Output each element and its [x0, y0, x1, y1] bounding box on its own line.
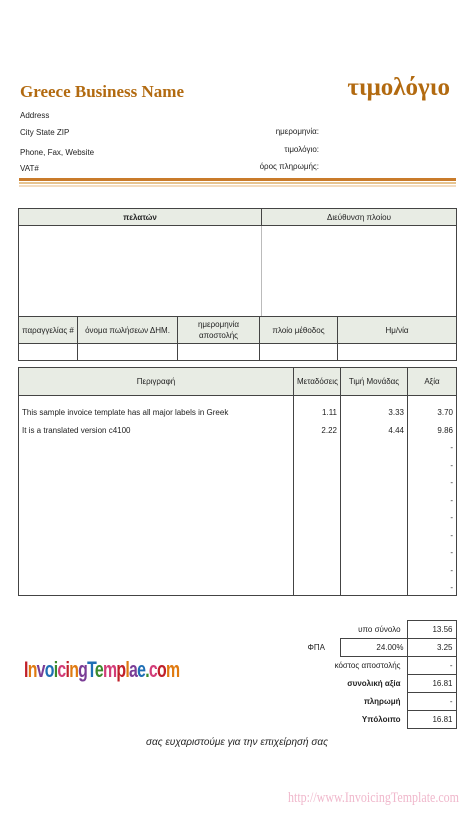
item-quantity[interactable] — [294, 527, 341, 545]
item-unit-price[interactable] — [341, 457, 408, 475]
order-number-header: παραγγελίας # — [19, 317, 78, 344]
subtotal-value: 13.56 — [407, 621, 456, 639]
salesperson-field[interactable] — [78, 344, 178, 361]
item-description[interactable] — [19, 457, 294, 475]
salesperson-header: όνομα πωλήσεων ΔΗΜ. — [78, 317, 178, 344]
address-line: Address — [20, 111, 50, 120]
invoice-title: τιμολόγιο — [347, 74, 450, 101]
item-quantity[interactable] — [294, 457, 341, 475]
date-field[interactable] — [338, 344, 457, 361]
ship-date-field[interactable] — [178, 344, 260, 361]
table-row — [19, 562, 457, 580]
table-row — [19, 396, 457, 422]
item-unit-price[interactable]: 4.44 — [341, 422, 408, 440]
payment-label: πληρωμή — [363, 697, 401, 706]
item-unit-price[interactable]: 3.33 — [341, 396, 408, 422]
company-name: Greece Business Name — [20, 82, 184, 101]
item-unit-price[interactable] — [341, 544, 408, 562]
table-row — [19, 544, 457, 562]
item-amount: - — [408, 474, 457, 492]
tax-value: 3.25 — [407, 639, 456, 657]
table-row — [19, 422, 457, 440]
item-description[interactable] — [19, 562, 294, 580]
item-quantity[interactable] — [294, 579, 341, 596]
table-row — [19, 439, 457, 457]
line-items-table — [18, 367, 457, 596]
table-row — [19, 509, 457, 527]
order-info-table — [18, 316, 457, 361]
item-description[interactable] — [19, 544, 294, 562]
item-description[interactable] — [19, 492, 294, 510]
item-quantity[interactable] — [294, 562, 341, 580]
item-unit-price[interactable] — [341, 492, 408, 510]
table-row — [19, 579, 457, 596]
ship-to-field[interactable] — [262, 226, 457, 317]
item-unit-price[interactable] — [341, 527, 408, 545]
item-amount: - — [408, 544, 457, 562]
item-amount: 3.70 — [408, 396, 457, 422]
item-quantity[interactable]: 2.22 — [294, 422, 341, 440]
contact-line: Phone, Fax, Website — [20, 148, 95, 157]
quantity-header: Μεταδόσεις — [294, 368, 341, 396]
unit-price-header: Τιμή Μονάδας — [341, 368, 408, 396]
brand-logo: InvoicingTemplae.com — [24, 657, 180, 682]
item-description[interactable] — [19, 527, 294, 545]
item-quantity[interactable] — [294, 492, 341, 510]
payment-value[interactable]: - — [407, 693, 456, 711]
item-amount: - — [408, 492, 457, 510]
item-amount: 9.86 — [408, 422, 457, 440]
ship-method-header: πλοίο μέθοδος — [260, 317, 338, 344]
website-watermark: http://www.InvoicingTemplate.com — [288, 790, 460, 806]
item-quantity[interactable] — [294, 509, 341, 527]
item-quantity[interactable] — [294, 474, 341, 492]
item-quantity[interactable] — [294, 544, 341, 562]
ship-to-header: Διεύθυνση πλοίου — [262, 209, 457, 226]
date-header: Ημ/νία — [338, 317, 457, 344]
ship-date-header: ημερομηνία αποστολής — [178, 317, 260, 344]
item-quantity[interactable] — [294, 439, 341, 457]
table-row — [19, 457, 457, 475]
shipping-value[interactable]: - — [407, 657, 456, 675]
header-divider-dark — [19, 178, 456, 181]
payment-terms-label: όρος πληρωμής: — [259, 162, 319, 171]
item-amount: - — [408, 457, 457, 475]
item-description[interactable]: It is a translated version c4100 — [19, 422, 294, 440]
header-divider-mid — [19, 182, 456, 184]
item-description[interactable] — [19, 509, 294, 527]
item-description[interactable]: This sample invoice template has all major labels in Greek — [19, 396, 294, 422]
customer-table — [18, 208, 457, 317]
item-amount: - — [408, 562, 457, 580]
item-unit-price[interactable] — [341, 509, 408, 527]
ship-method-field[interactable] — [260, 344, 338, 361]
item-amount: - — [408, 439, 457, 457]
item-amount: - — [408, 579, 457, 596]
item-description[interactable] — [19, 474, 294, 492]
balance-label: Υπόλοιπο — [361, 715, 401, 724]
shipping-label: κόστος αποστολής — [334, 661, 401, 671]
item-amount: - — [408, 509, 457, 527]
description-header: Περιγραφή — [19, 368, 294, 396]
vat-line: VAT# — [20, 164, 39, 173]
bill-to-field[interactable] — [19, 226, 262, 317]
item-description[interactable] — [19, 439, 294, 457]
table-row — [19, 474, 457, 492]
balance-value: 16.81 — [407, 711, 456, 729]
item-quantity[interactable]: 1.11 — [294, 396, 341, 422]
total-label: συνολική αξία — [347, 679, 401, 688]
item-amount: - — [408, 527, 457, 545]
header-divider-light — [19, 185, 456, 187]
item-unit-price[interactable] — [341, 439, 408, 457]
tax-label: ΦΠΑ — [307, 643, 325, 652]
item-unit-price[interactable] — [341, 562, 408, 580]
city-state-zip: City State ZIP — [20, 128, 70, 137]
amount-header: Αξία — [408, 368, 457, 396]
item-description[interactable] — [19, 579, 294, 596]
total-value: 16.81 — [407, 675, 456, 693]
date-label: ημερομηνία: — [275, 127, 319, 136]
item-unit-price[interactable] — [341, 579, 408, 596]
table-row — [19, 527, 457, 545]
invoice-number-label: τιμολόγιο: — [284, 145, 319, 154]
item-unit-price[interactable] — [341, 474, 408, 492]
bill-to-header: πελατών — [19, 209, 262, 226]
thank-you-message: σας ευχαριστούμε για την επιχείρησή σας — [146, 737, 328, 748]
table-row — [19, 492, 457, 510]
subtotal-label: υπο σύνολο — [358, 624, 401, 634]
order-number-field[interactable] — [19, 344, 78, 361]
tax-rate-field[interactable]: 24.00% — [340, 639, 407, 657]
